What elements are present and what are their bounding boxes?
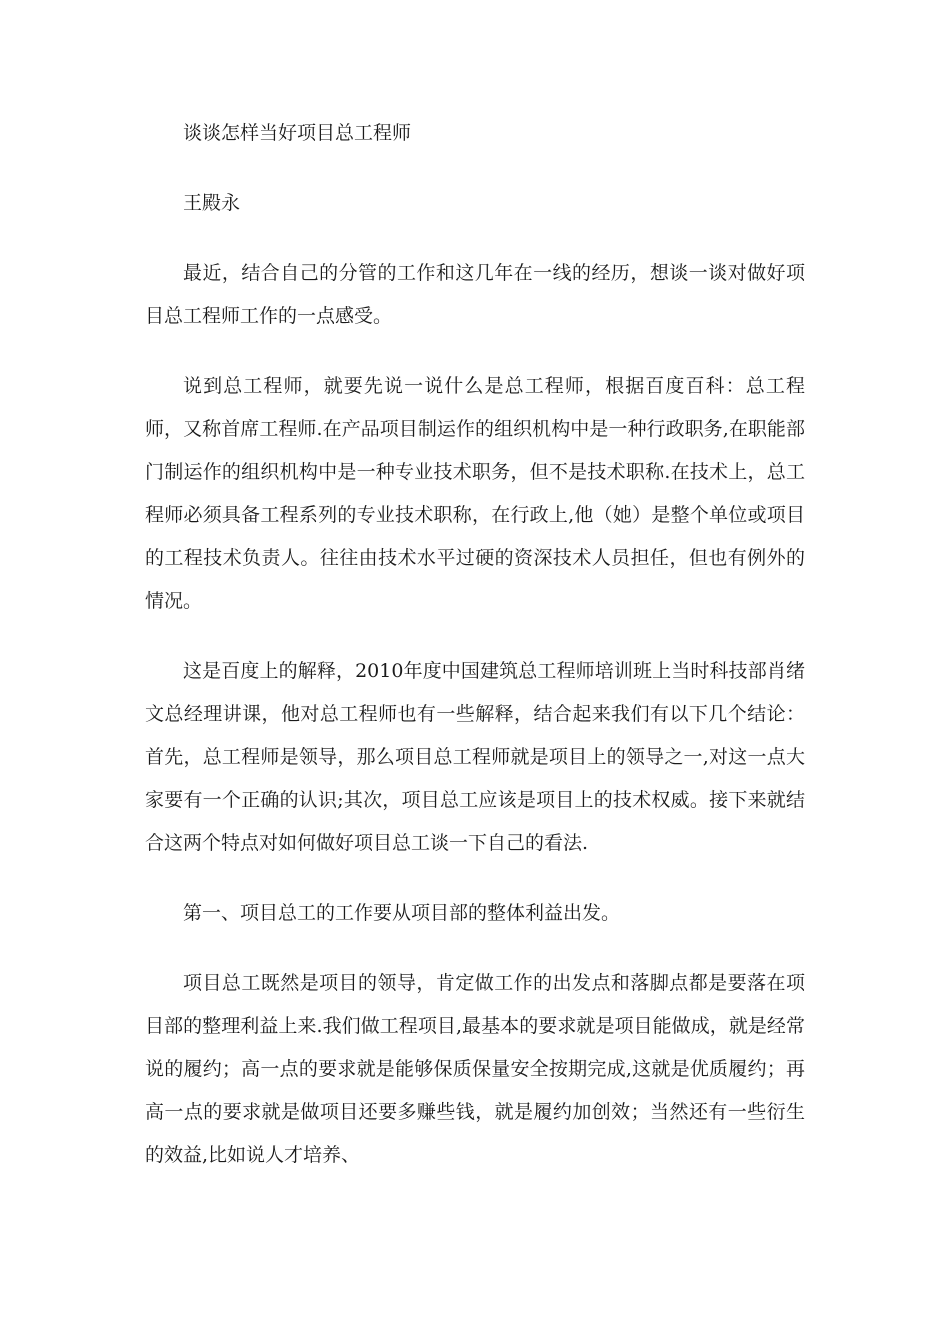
document-title: 谈谈怎样当好项目总工程师 xyxy=(183,122,412,144)
paragraph: 第一、项目总工的工作要从项目部的整体利益出发。 xyxy=(183,902,621,924)
document-author: 王殿永 xyxy=(183,192,241,214)
paragraph: 说到总工程师，就要先说一说什么是总工程师，根据百度百科：总工程师，又称首席工程师.在产品项目制运作的组织机构中是一种行政职务,在职能部门制运作的组织机构中是一种专业技术职务，但不是技术职称.在技术上，总工程师必须具备工程系列的专业技术职称，在行政上,他（她）是整个单位或项目的工程技术负责人。往往由技术水平过硬的资深技术人员担任，但也有例外的情况。 xyxy=(145,375,805,612)
document-body xyxy=(145,112,805,1204)
paragraph: 项目总工既然是项目的领导，肯定做工作的出发点和落脚点都是要落在项目部的整理利益上来.我们做工程项目,最基本的要求就是项目能做成，就是经常说的履约；高一点的要求就是能够保质保量安全按期完成,这就是优质履约；再高一点的要求就是做项目还要多赚些钱，就是履约加创效；当然还有一些衍生的效益,比如说人才培养、 xyxy=(145,972,805,1166)
paragraph: 这是百度上的解释，2010年度中国建筑总工程师培训班上当时科技部肖绪文总经理讲课，他对总工程师也有一些解释，结合起来我们有以下几个结论：首先，总工程师是领导，那么项目总工程师就是项目上的领导之一,对这一点大家要有一个正确的认识;其次，项目总工应该是项目上的技术权威。接下来就结合这两个特点对如何做好项目总工谈一下自己的看法. xyxy=(145,660,805,854)
paragraph: 最近，结合自己的分管的工作和这几年在一线的经历，想谈一谈对做好项目总工程师工作的一点感受。 xyxy=(145,262,805,327)
